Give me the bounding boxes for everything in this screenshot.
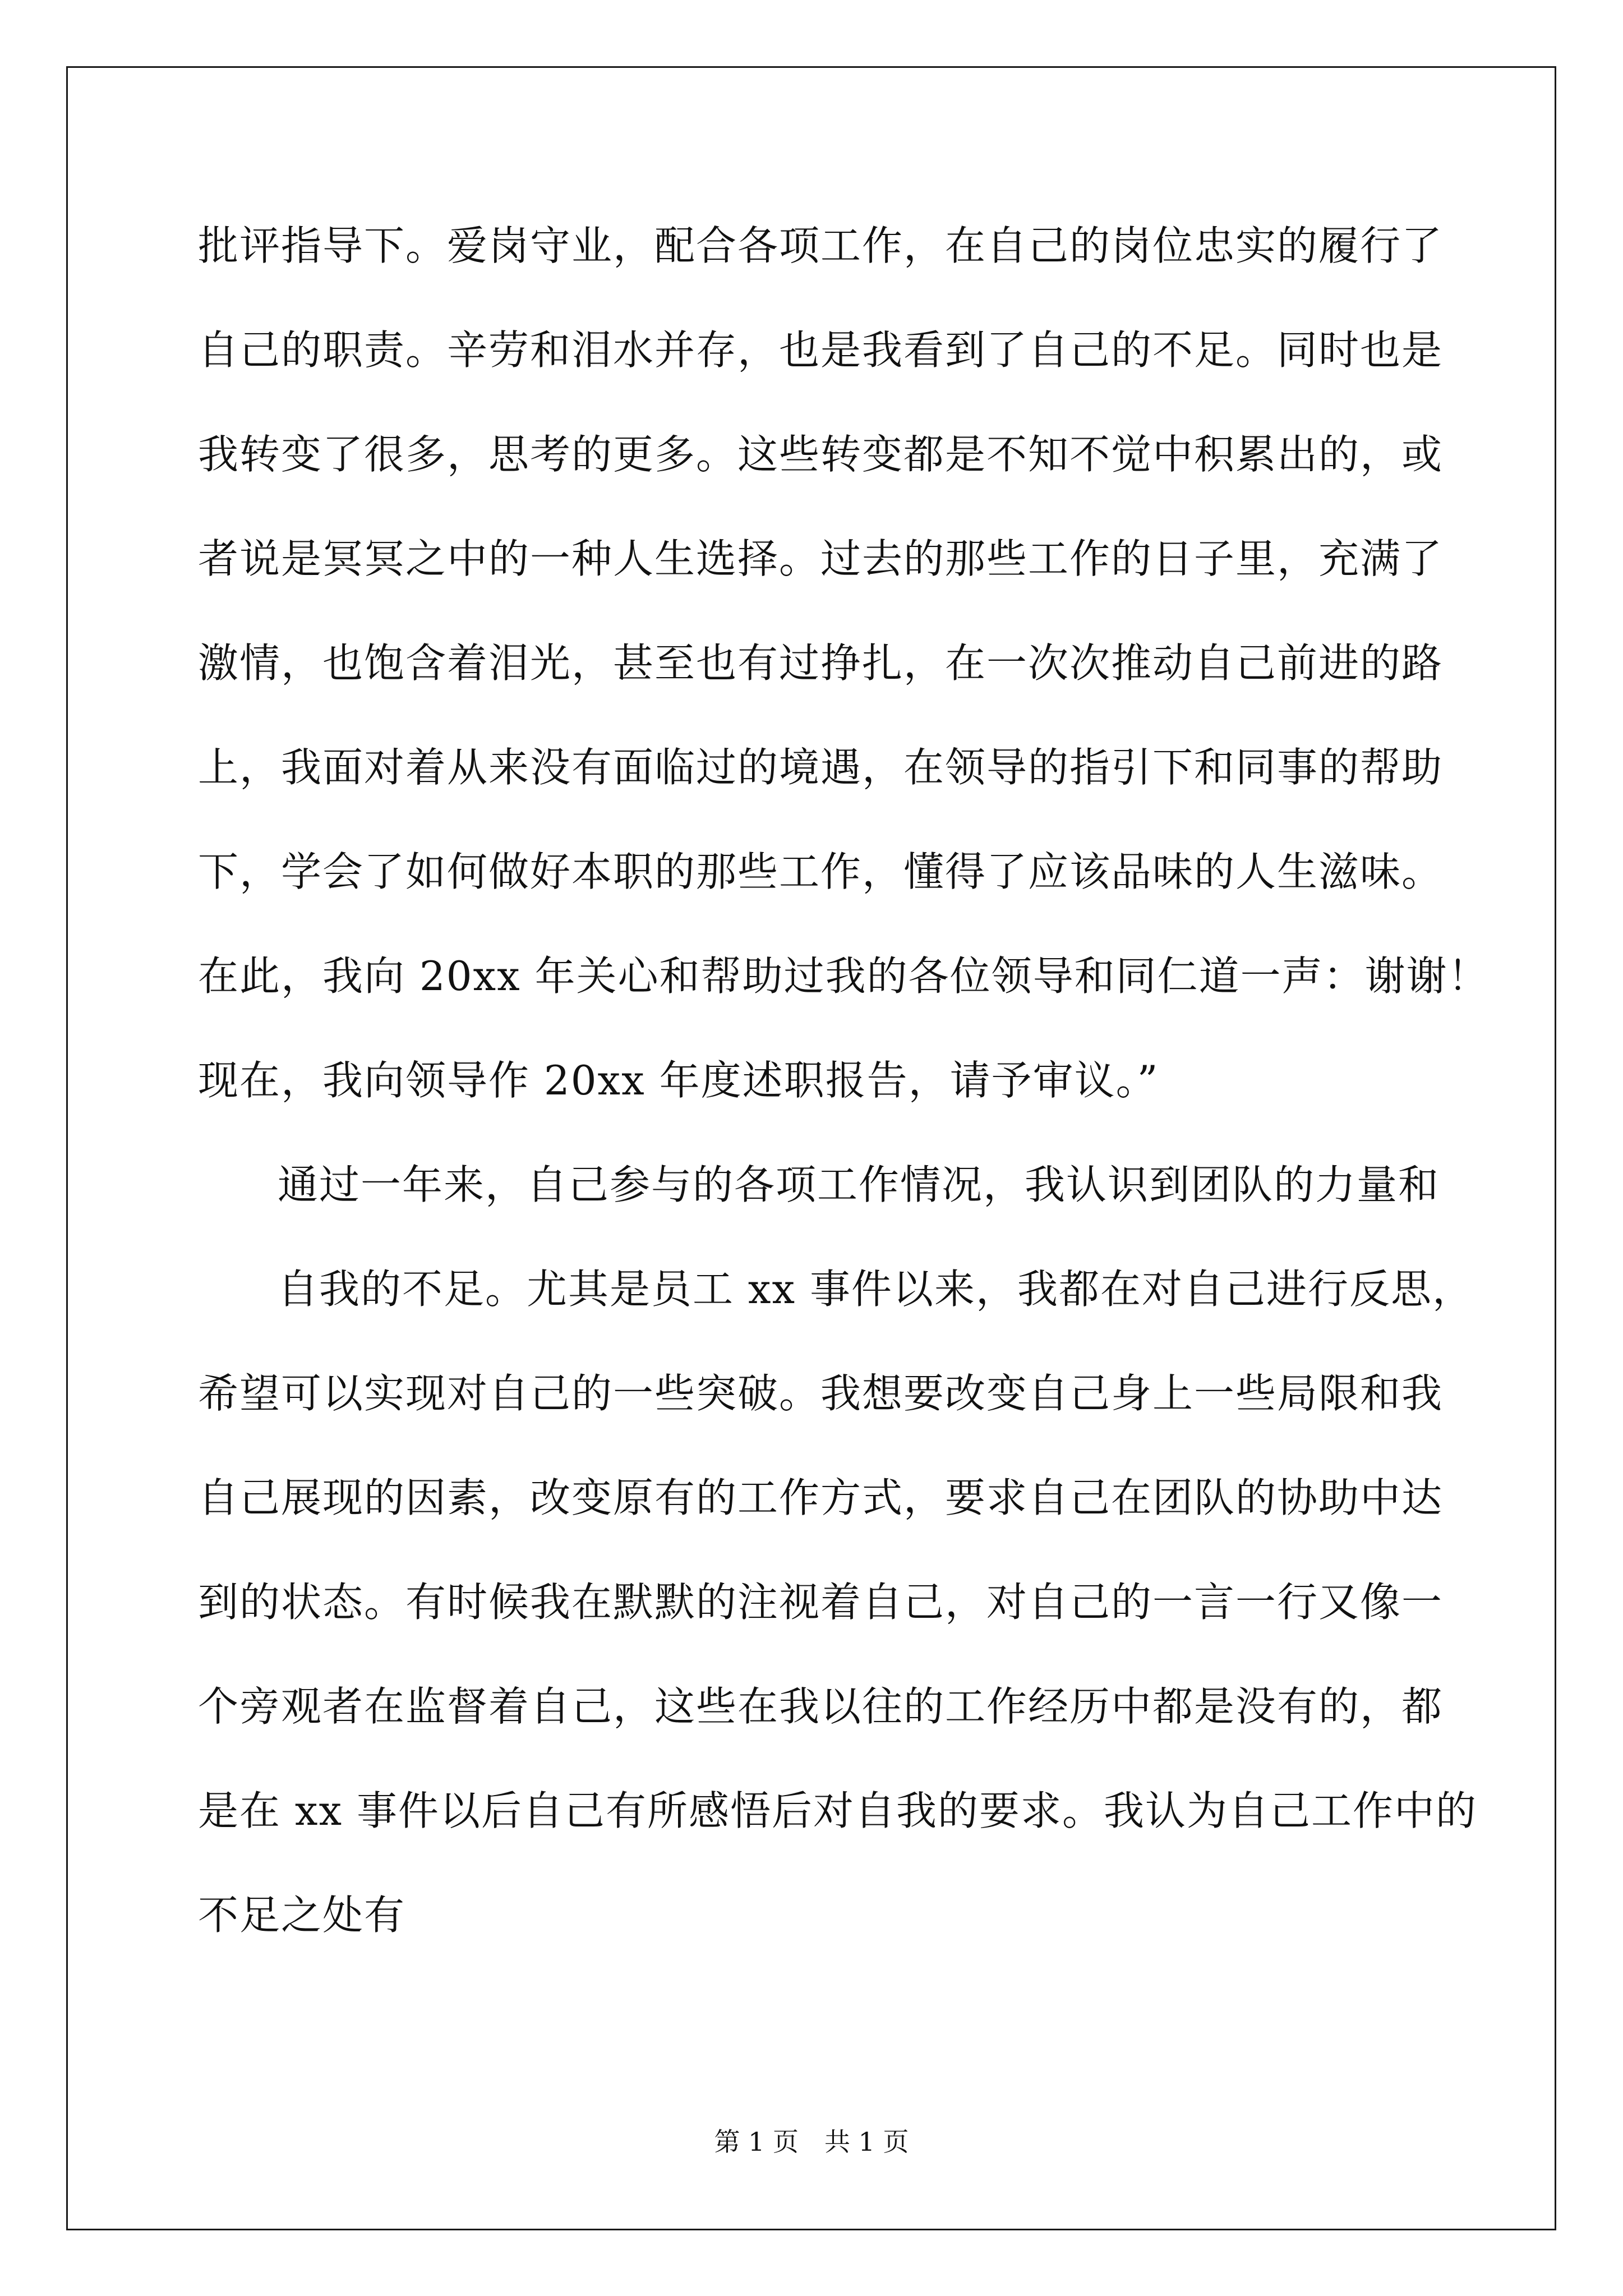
body-line: 激情，也饱含着泪光，甚至也有过挣扎，在一次次推动自己前进的路 bbox=[198, 639, 1444, 687]
body-line: 希望可以实现对自己的一些突破。我想要改变自己身上一些局限和我 bbox=[198, 1370, 1444, 1417]
body-line: 自己展现的因素，改变原有的工作方式，要求自己在团队的协助中达 bbox=[198, 1474, 1444, 1521]
body-line: 下，学会了如何做好本职的那些工作，懂得了应该品味的人生滋味。 bbox=[198, 848, 1444, 895]
body-line: 不足之处有 bbox=[198, 1892, 406, 1939]
body-line: 在此，我向 20xx 年关心和帮助过我的各位领导和同仁道一声：谢谢！ bbox=[198, 953, 1490, 1000]
body-line: 上，我面对着从来没有面临过的境遇，在领导的指引下和同事的帮助 bbox=[198, 744, 1444, 791]
body-line: 自己的职责。辛劳和泪水并存，也是我看到了自己的不足。同时也是 bbox=[198, 326, 1444, 374]
body-line: 自我的不足。尤其是员工 xx 事件以来，我都在对自己进行反思， bbox=[278, 1266, 1474, 1313]
body-line: 个旁观者在监督着自己，这些在我以往的工作经历中都是没有的，都 bbox=[198, 1683, 1444, 1730]
body-line: 是在 xx 事件以后自己有所感悟后对自我的要求。我认为自己工作中的 bbox=[198, 1787, 1477, 1834]
body-line: 我转变了很多，思考的更多。这些转变都是不知不觉中积累出的，或 bbox=[198, 431, 1444, 478]
body-line: 现在，我向领导作 20xx 年度述职报告，请予审议。” bbox=[198, 1057, 1159, 1104]
body-line: 到的状态。有时候我在默默的注视着自己，对自己的一言一行又像一 bbox=[198, 1579, 1444, 1626]
body-line: 批评指导下。爱岗守业，配合各项工作，在自己的岗位忠实的履行了 bbox=[198, 222, 1444, 269]
page-number: 第 1 页 共 1 页 bbox=[714, 2127, 909, 2157]
body-line: 者说是冥冥之中的一种人生选择。过去的那些工作的日子里，充满了 bbox=[198, 535, 1444, 582]
body-line: 通过一年来，自己参与的各项工作情况，我认识到团队的力量和 bbox=[278, 1161, 1440, 1208]
